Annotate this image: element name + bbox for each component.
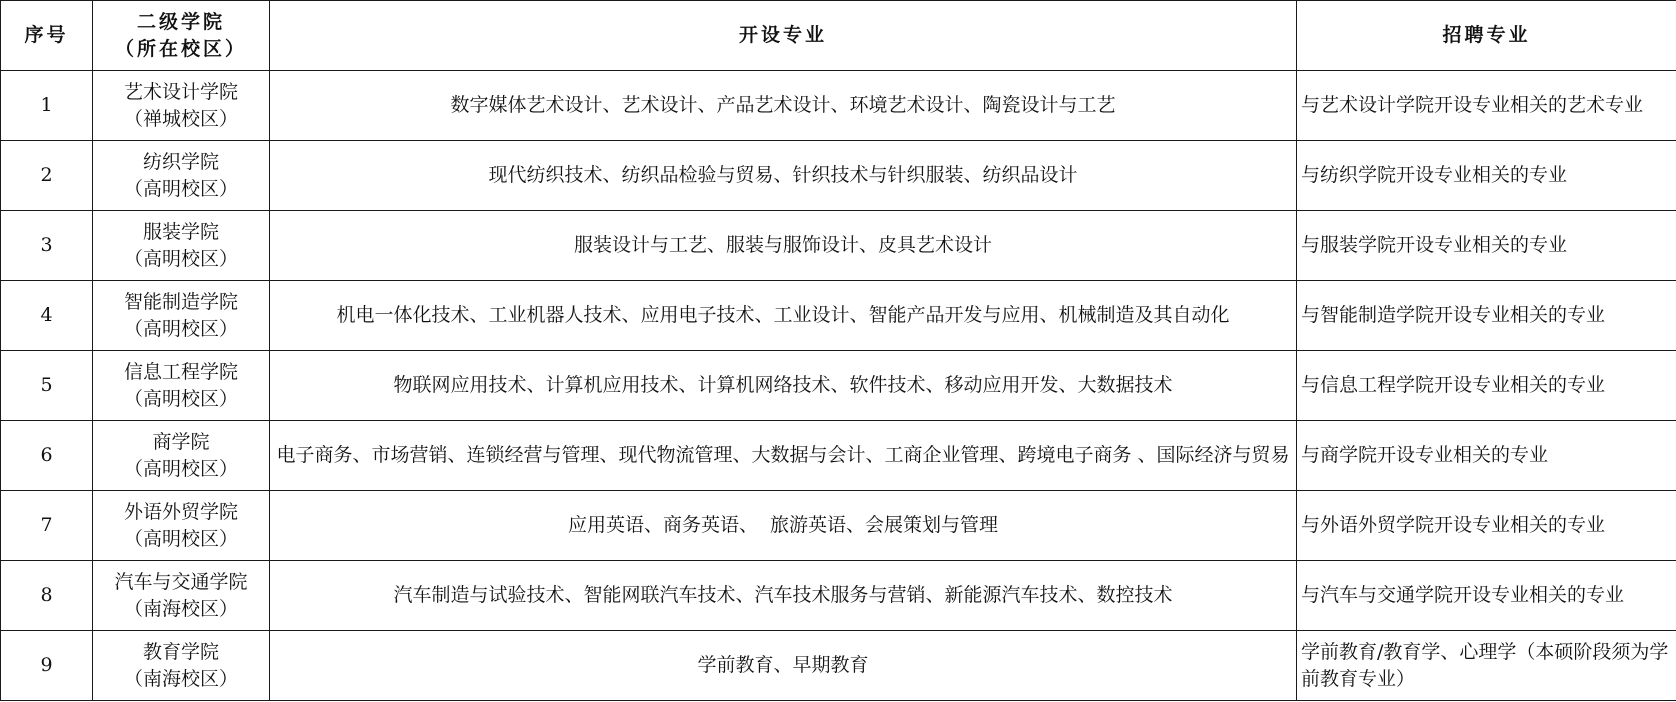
- table-row: [1, 561, 1676, 631]
- college-campus: （禅城校区）: [123, 107, 238, 130]
- row-majors: 应用英语、商务英语、 旅游英语、会展策划与管理: [270, 491, 1297, 561]
- row-college: [93, 141, 270, 211]
- row-recruit: 学前教育/教育学、心理学（本硕阶段须为学前教育专业）: [1297, 631, 1676, 701]
- table-row: [1, 211, 1676, 281]
- row-majors: 电子商务、市场营销、连锁经营与管理、现代物流管理、大数据与会计、工商企业管理、跨境电子商务 、国际经济与贸易: [270, 421, 1297, 491]
- header-index: 序号: [1, 1, 93, 71]
- table-row: [1, 281, 1676, 351]
- college-campus: （南海校区）: [123, 667, 238, 690]
- header-college-line2: （所在校区）: [114, 37, 247, 60]
- row-recruit: 与服装学院开设专业相关的专业: [1297, 211, 1676, 281]
- college-name: 服装学院: [142, 220, 219, 243]
- row-college: [93, 281, 270, 351]
- row-index: 2: [1, 141, 93, 211]
- table-row: [1, 631, 1676, 701]
- row-college: [93, 491, 270, 561]
- row-college: [93, 631, 270, 701]
- row-majors: 现代纺织技术、纺织品检验与贸易、针织技术与针织服装、纺织品设计: [270, 141, 1297, 211]
- college-name: 纺织学院: [142, 150, 219, 173]
- row-index: 3: [1, 211, 93, 281]
- header-college: [93, 1, 270, 71]
- row-majors: 数字媒体艺术设计、艺术设计、产品艺术设计、环境艺术设计、陶瓷设计与工艺: [270, 71, 1297, 141]
- table-row: [1, 421, 1676, 491]
- row-majors: 学前教育、早期教育: [270, 631, 1297, 701]
- row-majors: 服装设计与工艺、服装与服饰设计、皮具艺术设计: [270, 211, 1297, 281]
- college-campus: （高明校区）: [123, 247, 238, 270]
- row-recruit: 与外语外贸学院开设专业相关的专业: [1297, 491, 1676, 561]
- college-campus: （高明校区）: [123, 317, 238, 340]
- header-college-line1: 二级学院: [136, 10, 225, 33]
- row-college: [93, 561, 270, 631]
- row-college: [93, 421, 270, 491]
- college-campus: （南海校区）: [123, 597, 238, 620]
- row-college: [93, 351, 270, 421]
- row-majors: 物联网应用技术、计算机应用技术、计算机网络技术、软件技术、移动应用开发、大数据技术: [270, 351, 1297, 421]
- college-name: 艺术设计学院: [123, 80, 238, 103]
- row-majors: 机电一体化技术、工业机器人技术、应用电子技术、工业设计、智能产品开发与应用、机械制造及其自动化: [270, 281, 1297, 351]
- row-index: 8: [1, 561, 93, 631]
- row-recruit: 与艺术设计学院开设专业相关的艺术专业: [1297, 71, 1676, 141]
- table-row: [1, 141, 1676, 211]
- row-college: [93, 71, 270, 141]
- table-row: [1, 351, 1676, 421]
- college-campus: （高明校区）: [123, 177, 238, 200]
- college-campus: （高明校区）: [123, 457, 238, 480]
- row-index: 6: [1, 421, 93, 491]
- college-campus: （高明校区）: [123, 527, 238, 550]
- college-name: 外语外贸学院: [123, 500, 238, 523]
- header-majors: 开设专业: [270, 1, 1297, 71]
- row-recruit: 与汽车与交通学院开设专业相关的专业: [1297, 561, 1676, 631]
- college-name: 商学院: [152, 430, 210, 453]
- college-name: 智能制造学院: [123, 290, 238, 313]
- row-index: 9: [1, 631, 93, 701]
- college-campus: （高明校区）: [123, 387, 238, 410]
- row-index: 4: [1, 281, 93, 351]
- table-row: [1, 71, 1676, 141]
- row-college: [93, 211, 270, 281]
- row-recruit: 与智能制造学院开设专业相关的专业: [1297, 281, 1676, 351]
- header-row: [1, 1, 1676, 71]
- row-recruit: 与商学院开设专业相关的专业: [1297, 421, 1676, 491]
- header-recruit: 招聘专业: [1297, 1, 1676, 71]
- college-name: 汽车与交通学院: [114, 570, 248, 593]
- college-name: 信息工程学院: [123, 360, 238, 383]
- college-name: 教育学院: [142, 640, 219, 663]
- row-index: 5: [1, 351, 93, 421]
- table-row: [1, 491, 1676, 561]
- row-recruit: 与信息工程学院开设专业相关的专业: [1297, 351, 1676, 421]
- row-index: 1: [1, 71, 93, 141]
- row-recruit: 与纺织学院开设专业相关的专业: [1297, 141, 1676, 211]
- row-majors: 汽车制造与试验技术、智能网联汽车技术、汽车技术服务与营销、新能源汽车技术、数控技术: [270, 561, 1297, 631]
- row-index: 7: [1, 491, 93, 561]
